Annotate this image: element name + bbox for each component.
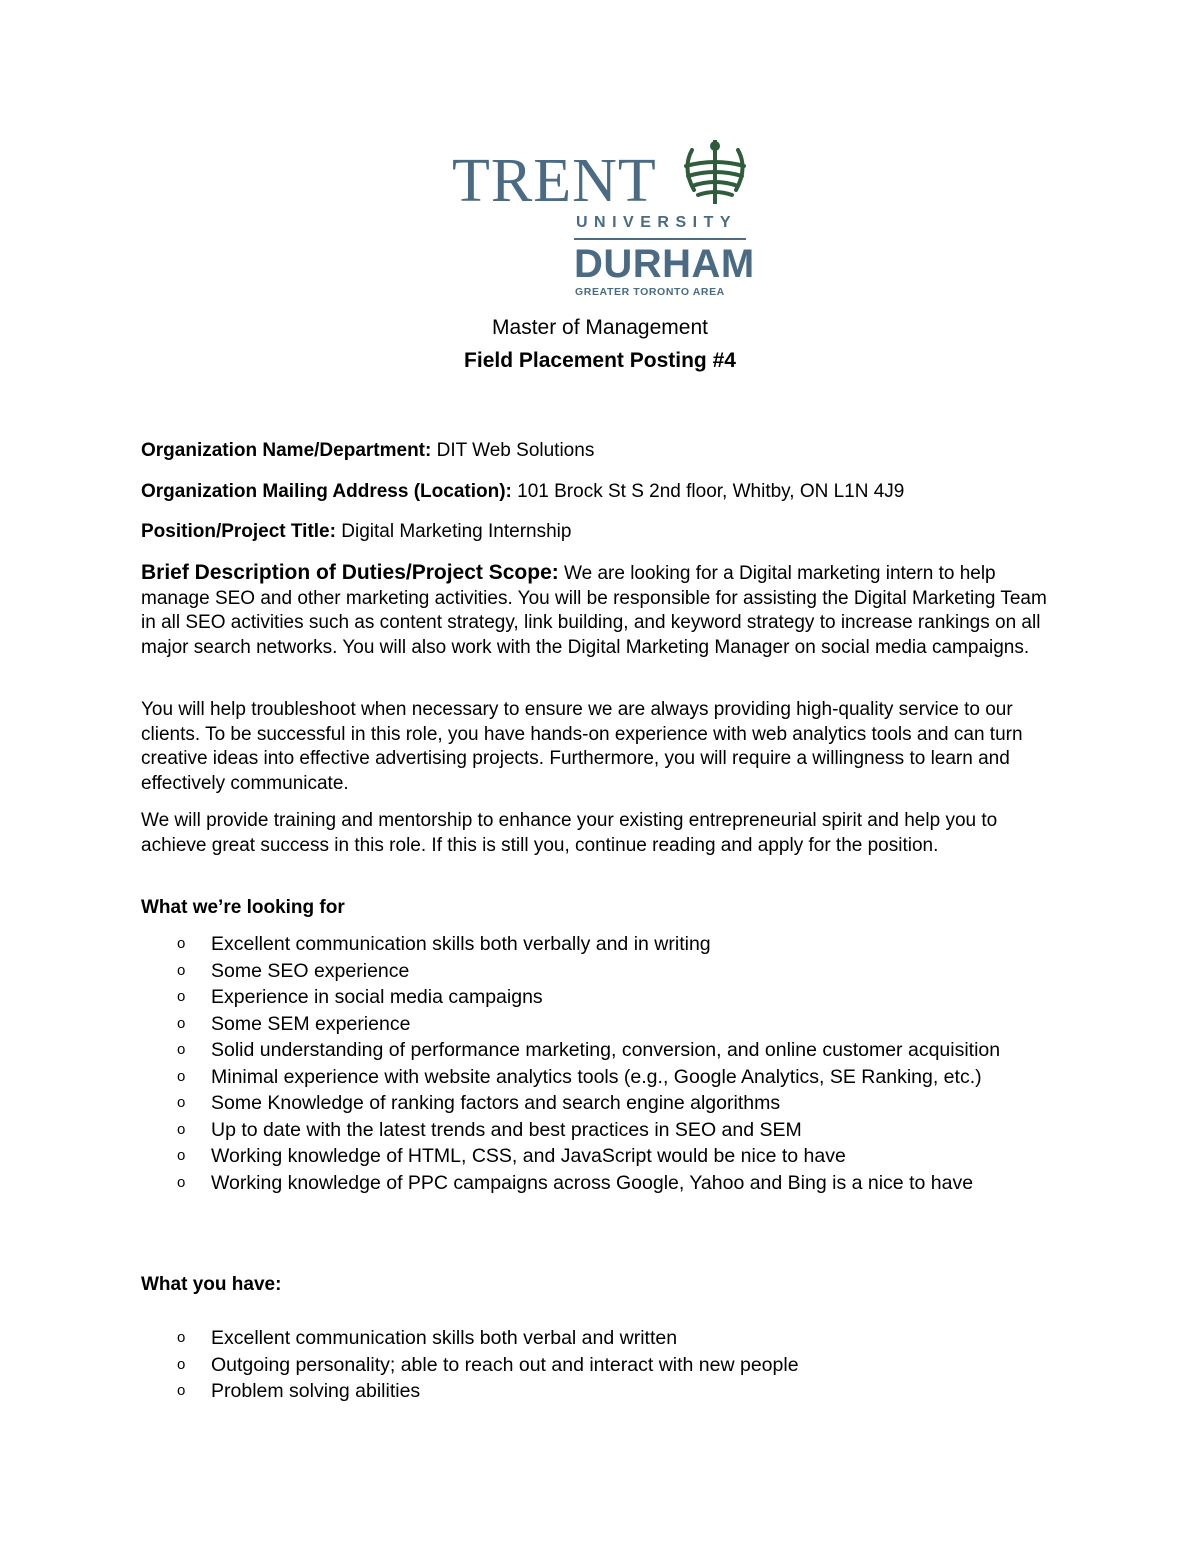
description-paragraph-2: You will help troubleshoot when necessary to ensure we are always providing high-quality service to our clients. To be successful in this role, you have hands-on experience with web analytics tools and can turn creative ideas into effective advertising projects. Furthermore, you will require a willingness to learn and effectively communicate. <box>141 699 1023 795</box>
list-item: o Outgoing personality; able to reach out and interact with new people <box>177 1353 799 1376</box>
organization-name-value: DIT Web Solutions <box>431 440 595 461</box>
you-have-list <box>141 1325 1061 1405</box>
list-item: o Excellent communication skills both verbally and in writing <box>177 933 711 955</box>
list-item: o Some SEM experience <box>177 1012 411 1035</box>
position-title-label: Position/Project Title: <box>141 521 336 542</box>
description-paragraph-3: We will provide training and mentorship to enhance your existing entrepreneurial spirit and help you to achieve great success in this role. If this is still you, continue reading and apply for the position. <box>141 810 998 856</box>
description-text-1: We are looking for a Digital marketing intern to help manage SEO and other marketing activities. You will be responsible for assisting the Digital Marketing Team in all SEO activities such as content strategy, link building, and keyword strategy to increase rankings on all major search networks. You will also work with the Digital Marketing Manager on social media campaigns. <box>141 563 1047 659</box>
list-item: o Working knowledge of PPC campaigns across Google, Yahoo and Bing is a nice to have <box>177 1171 974 1194</box>
looking-for-list <box>141 931 1061 1196</box>
posting-title: Field Placement Posting #4 <box>464 349 736 372</box>
organization-name-label: Organization Name/Department: <box>141 440 432 461</box>
list-item: o Solid understanding of performance marketing, conversion, and online customer acquisition <box>177 1039 1001 1061</box>
organization-address-value: 101 Brock St S 2nd floor, Whitby, ON L1N 4J9 <box>511 481 905 502</box>
list-item: o Minimal experience with website analytics tools (e.g., Google Analytics, SE Ranking, etc.) <box>177 1065 982 1088</box>
list-item: o Working knowledge of HTML, CSS, and JavaScript would be nice to have <box>177 1145 846 1167</box>
you-have-heading: What you have: <box>141 1274 282 1295</box>
trent-durham-logo <box>448 138 755 304</box>
description-lead: Brief Description of Duties/Project Scope: <box>141 561 559 584</box>
position-title-field <box>141 520 571 544</box>
logo-durham-wordmark: DURHAM <box>574 242 755 286</box>
program-subtitle: Master of Management <box>492 316 708 339</box>
description-paragraph-1 <box>141 561 1056 661</box>
organization-address-label: Organization Mailing Address (Location): <box>141 481 512 502</box>
list-item: o Some Knowledge of ranking factors and search engine algorithms <box>177 1092 781 1114</box>
looking-for-heading: What we’re looking for <box>141 897 345 918</box>
list-item: o Excellent communication skills both verbal and written <box>177 1327 678 1349</box>
list-item: o Some SEO experience <box>177 959 410 982</box>
position-title-value: Digital Marketing Internship <box>335 521 572 542</box>
logo-trent-wordmark: TRENT <box>452 147 657 215</box>
logo-divider <box>574 238 746 240</box>
list-item: o Up to date with the latest trends and best practices in SEO and SEM <box>177 1118 802 1141</box>
organization-name-field <box>141 439 594 463</box>
trent-shield-emblem-icon <box>680 138 750 208</box>
logo-university-wordmark: UNIVERSITY <box>576 214 738 231</box>
organization-address-field <box>141 480 904 504</box>
list-item: o Experience in social media campaigns <box>177 986 543 1008</box>
logo-region-text: GREATER TORONTO AREA <box>575 286 725 298</box>
list-item: o Problem solving abilities <box>177 1380 421 1402</box>
